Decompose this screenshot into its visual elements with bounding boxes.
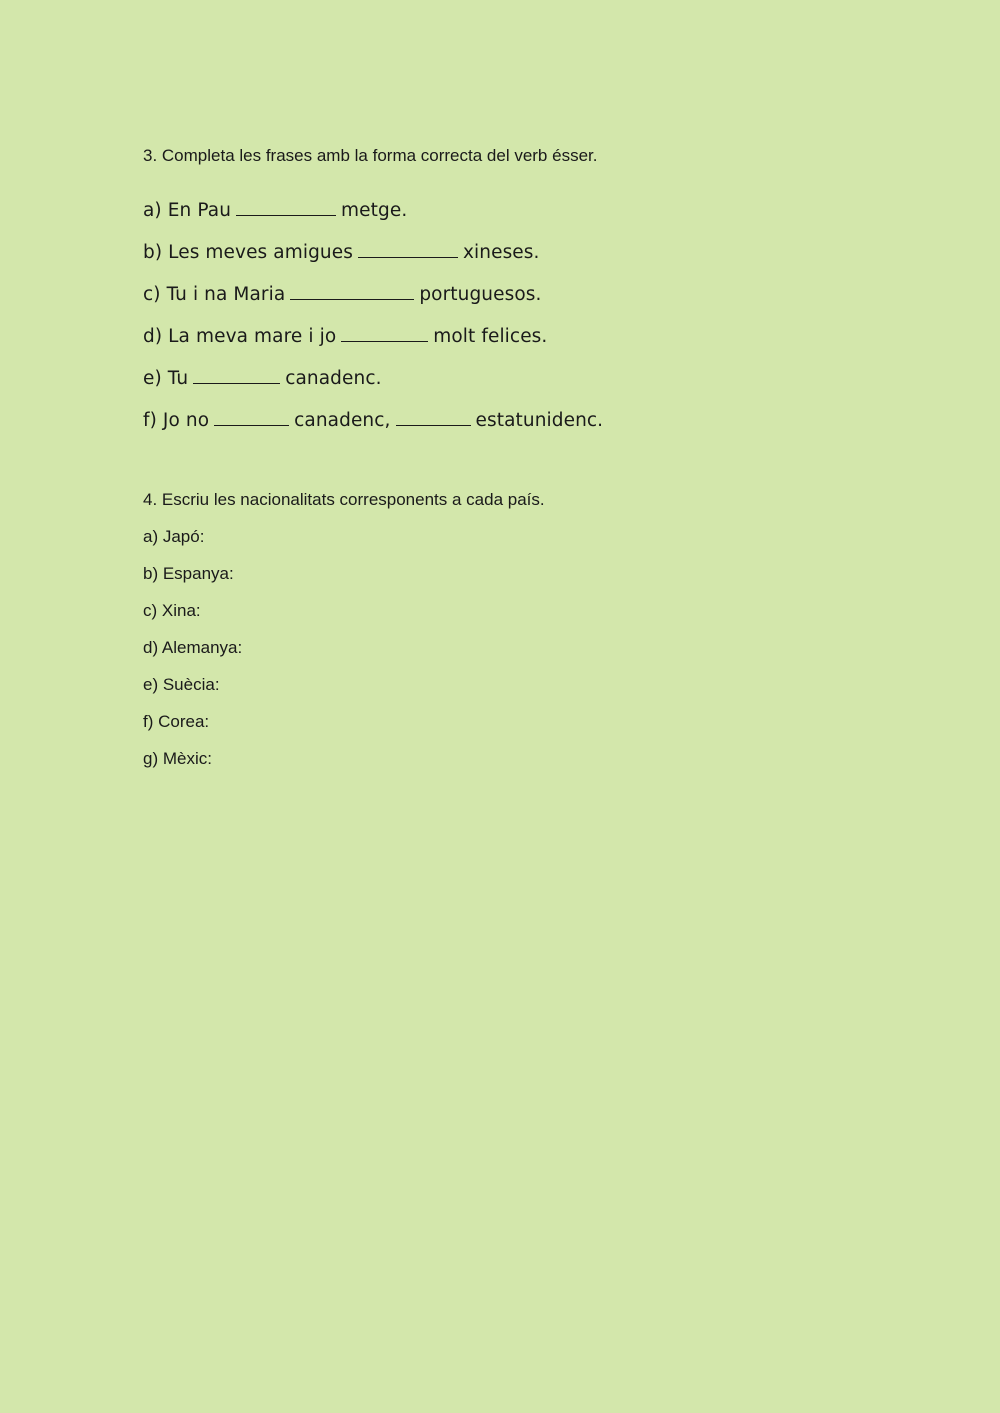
country-item-japo: a) Japó:	[143, 527, 205, 546]
answer-blank	[290, 281, 414, 300]
country-item-alemanya: d) Alemanya:	[143, 638, 243, 657]
sentence-text: xineses.	[462, 242, 540, 263]
exercise-3-heading: 3. Completa les frases amb la forma correcta del verb ésser.	[143, 146, 598, 165]
exercise-4-heading: 4. Escriu les nacionalitats corresponents a cada país.	[143, 490, 545, 509]
sentence-b	[143, 239, 540, 263]
sentence-text: canadenc.	[285, 368, 382, 389]
sentence-text: f) Jo no	[143, 410, 210, 431]
sentence-text: e) Tu	[143, 368, 189, 389]
sentence-text: metge.	[341, 200, 408, 221]
answer-blank	[214, 407, 289, 426]
sentence-f	[143, 407, 603, 431]
country-item-corea: f) Corea:	[143, 712, 210, 731]
sentence-text: molt felices.	[433, 326, 548, 347]
sentence-e	[143, 365, 382, 389]
sentence-text: c) Tu i na Maria	[143, 284, 286, 305]
sentence-text: estatunidenc.	[475, 410, 604, 431]
answer-blank	[341, 323, 428, 342]
sentence-a	[143, 197, 407, 221]
sentence-d	[143, 323, 547, 347]
answer-blank	[358, 239, 458, 258]
sentence-text: d) La meva mare i jo	[143, 326, 337, 347]
country-item-suecia: e) Suècia:	[143, 675, 220, 694]
answer-blank	[193, 365, 280, 384]
sentence-text: b) Les meves amigues	[143, 242, 353, 263]
sentence-text: a) En Pau	[143, 200, 232, 221]
answer-blank	[236, 197, 336, 216]
sentence-text: portuguesos.	[419, 284, 542, 305]
answer-blank	[396, 407, 471, 426]
country-item-espanya: b) Espanya:	[143, 564, 234, 583]
country-item-mexic: g) Mèxic:	[143, 749, 212, 768]
sentence-c	[143, 281, 542, 305]
sentence-text: canadenc,	[294, 410, 391, 431]
country-item-xina: c) Xina:	[143, 601, 201, 620]
